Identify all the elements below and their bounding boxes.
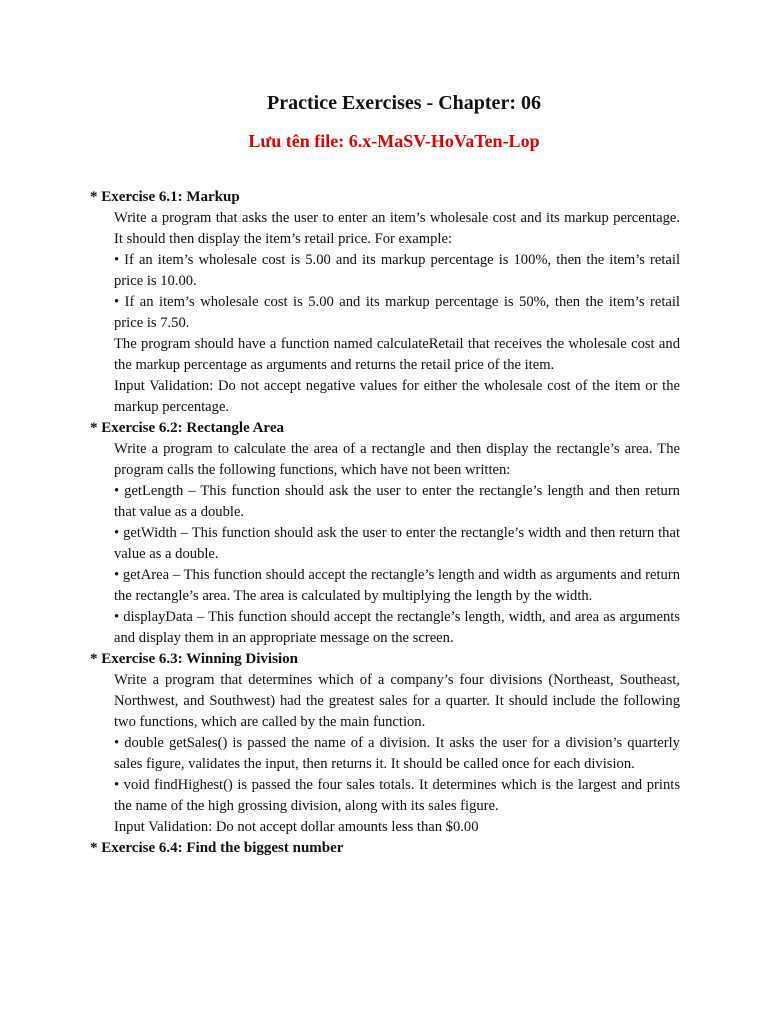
bullet-marker: •: [114, 609, 120, 625]
exercise-section: [90, 838, 680, 859]
exercise-paragraph: Write a program to calculate the area of a rectangle and then display the rectangle’s area. The program calls the following functions, which have not been written:: [114, 441, 680, 478]
bullet-item: [114, 775, 680, 817]
bullet-item: [114, 481, 680, 523]
bullet-marker: •: [114, 777, 120, 793]
bullet-text: getWidth – This function should ask the user to enter the rectangle’s width and then return that value as a double.: [114, 525, 680, 562]
exercise-paragraph: The program should have a function named calculateRetail that receives the wholesale cost and the markup percentage as arguments and returns the retail price of the item.: [114, 336, 680, 373]
bullet-item: [114, 565, 680, 607]
bullet-text: displayData – This function should accept the rectangle’s length, width, and area as arguments and display them in an appropriate message on the screen.: [114, 609, 680, 646]
exercise-body: [114, 670, 680, 838]
bullet-text: getLength – This function should ask the user to enter the rectangle’s length and then return that value as a double.: [114, 483, 680, 520]
exercise-body: [114, 439, 680, 649]
file-naming-instruction: Lưu tên file: 6.x-MaSV-HoVaTen-Lop: [248, 131, 540, 151]
bullet-item: [114, 607, 680, 649]
exercise-paragraph: Write a program that asks the user to enter an item’s wholesale cost and its markup percentage. It should then display the item’s retail price. For example:: [114, 210, 680, 247]
bullet-item: [114, 292, 680, 334]
exercise-list: [90, 187, 680, 859]
exercise-paragraph: Input Validation: Do not accept dollar amounts less than $0.00: [114, 819, 479, 835]
exercise-paragraph: Input Validation: Do not accept negative values for either the wholesale cost of the item or the markup percentage.: [114, 378, 680, 415]
exercise-section: [90, 649, 680, 838]
bullet-text: getArea – This function should accept the rectangle’s length and width as arguments and return the rectangle’s area. The area is calculated by multiplying the length by the width.: [114, 567, 680, 604]
bullet-marker: •: [114, 294, 120, 310]
bullet-text: double getSales() is passed the name of a division. It asks the user for a division’s quarterly sales figure, validates the input, then returns it. It should be called once for each division.: [114, 735, 680, 772]
exercise-heading: * Exercise 6.1: Markup: [90, 189, 240, 205]
exercise-paragraph: Write a program that determines which of a company’s four divisions (Northeast, Southeast, Northwest, and Southwest) had the greatest sales for a quarter. It should include the following two functions, which are called by the main function.: [114, 672, 680, 730]
document-title: Practice Exercises - Chapter: 06: [267, 92, 541, 114]
exercise-section: [90, 187, 680, 418]
exercise-heading: * Exercise 6.4: Find the biggest number: [90, 840, 344, 856]
bullet-text: void findHighest() is passed the four sales totals. It determines which is the largest and prints the name of the high grossing division, along with its sales figure.: [114, 777, 680, 814]
bullet-item: [114, 523, 680, 565]
bullet-marker: •: [114, 567, 120, 583]
bullet-text: If an item’s wholesale cost is 5.00 and its markup percentage is 50%, then the item’s retail price is 7.50.: [114, 294, 680, 331]
bullet-marker: •: [114, 735, 120, 751]
bullet-item: [114, 250, 680, 292]
exercise-body: [114, 208, 680, 418]
bullet-marker: •: [114, 252, 120, 268]
bullet-item: [114, 733, 680, 775]
exercise-heading: * Exercise 6.2: Rectangle Area: [90, 420, 284, 436]
bullet-marker: •: [114, 525, 120, 541]
exercise-heading: * Exercise 6.3: Winning Division: [90, 651, 298, 667]
bullet-text: If an item’s wholesale cost is 5.00 and its markup percentage is 100%, then the item’s retail price is 10.00.: [114, 252, 680, 289]
bullet-marker: •: [114, 483, 120, 499]
exercise-section: [90, 418, 680, 649]
